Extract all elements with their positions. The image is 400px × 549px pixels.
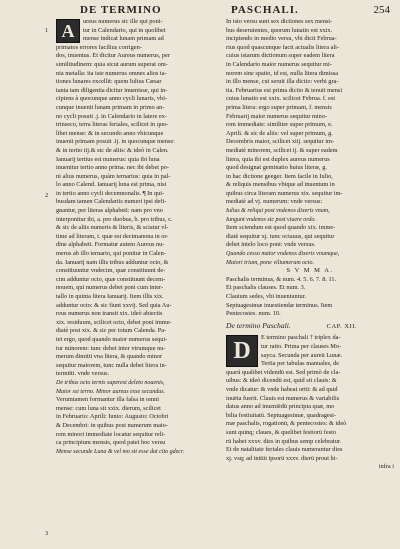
text-line: Item sciendum est quod quando xix. imme- bbox=[226, 224, 336, 232]
text-line: nouem, qui numerus debet poni cum inter- bbox=[56, 284, 164, 292]
margin-number-2: 2 bbox=[45, 192, 49, 199]
text-line: diatè sequitur xj. tunc octauus, qui sequitur bbox=[226, 232, 335, 240]
text-line: inuenit primam posuit .ij. in quocunque mense: bbox=[56, 138, 175, 146]
text-line: primatos errores facilius corrigen- bbox=[56, 43, 142, 51]
text-line: dos, inuentus. Et dicitur Aureus numerus, per bbox=[56, 52, 170, 60]
text-line: tur ratio. Prima per clauses Mo- bbox=[261, 342, 342, 350]
text-line: tur in Calendario, qui in quolibet bbox=[83, 26, 166, 34]
right-verse-1 bbox=[226, 207, 394, 224]
text-line: no cycli posuit .j. in Calendario in latere ex- bbox=[56, 112, 167, 120]
text-line: Aprili. & sic de aliis: vel super primum, g. bbox=[226, 129, 333, 137]
text-line: rem immediate: similiter super primum, e. bbox=[226, 121, 333, 129]
text-line: cuius lunatio est xxix. scilicet Februa. f. est bbox=[226, 95, 336, 103]
text-line: inuenitur tertio anno prima. nec ibi debet po- bbox=[56, 164, 169, 172]
text-line: in Calendario maior numerus sequitur mi- bbox=[226, 60, 332, 68]
text-line: sayca. Secunda per aureū Lunæ. bbox=[261, 351, 343, 359]
chapter-heading bbox=[226, 322, 394, 332]
text-line: Paschalis terminus, & num. 4. 5. 6. 7. 8. 11. bbox=[226, 275, 337, 283]
text-line: lo anno Calend. Ianuarij luna est prima, nisi bbox=[56, 181, 167, 189]
text-line: mæ paschalis, rogationū, & pentecostes: & ideò bbox=[226, 420, 347, 428]
text-line: dine alphabeti. Formatur autem Aureus nu- bbox=[56, 241, 165, 249]
text-line: norem sine spatio, id est, nulla litera dimissa bbox=[226, 69, 339, 77]
text-line: Ianuarij tertius est numerus: quia ibi luna bbox=[56, 155, 160, 163]
left-verse-1 bbox=[56, 379, 228, 396]
text-line: in hac dictione geeger. Item facile in Iulio, bbox=[226, 172, 333, 180]
text-line: cim adduntur octo, quæ constituunt decem- bbox=[56, 275, 166, 283]
text-line: Verumtamen formantur illa falsa in omni bbox=[56, 396, 159, 404]
page-number: 254 bbox=[373, 4, 390, 16]
text-line: xix. residuum, scilicet octo, debet poni imme- bbox=[56, 318, 172, 326]
chapter-number: CAP. XII. bbox=[326, 322, 357, 330]
text-line: ureus numerus sic ille qui poni- bbox=[83, 18, 163, 25]
text-line: Iungunt vndenos sic post viuere ordo. bbox=[226, 216, 316, 223]
text-line: mediatè minorem, scilicet ij. & super eadem bbox=[226, 146, 338, 154]
drop-cap-d: D bbox=[226, 335, 258, 367]
summa-list bbox=[226, 276, 394, 319]
text-line: quarú qualibet videndū est. Sed primò de cla- bbox=[226, 368, 341, 376]
text-line: Maiori trium, pone viliumerum octo. bbox=[226, 259, 314, 266]
text-line: bus deseruientes, quorum lunatio est xxix. bbox=[226, 26, 333, 34]
text-line: sunt quinq; claues, & quelibet festiorū festo bbox=[226, 428, 336, 436]
text-line: tiones lunares excellit: quem Iulius Cæsar bbox=[56, 78, 162, 86]
text-line: datus anno ad inueniēdū principia quæ, mo bbox=[226, 403, 335, 411]
text-line: Decembris maior, scilicet xiij. sequitur im- bbox=[226, 138, 334, 146]
text-line: ca principium mensis, quod patet hoc versu bbox=[56, 439, 166, 447]
left-verse-2: Mense secunde Luna & vel mo sit esse dat cito gdecr. bbox=[56, 448, 185, 455]
text-line: Clauium sedes, vbi inueniuntur. bbox=[226, 293, 306, 300]
text-line: in Februario: Aprili: Iunio: Augusto: Octobri bbox=[56, 413, 169, 421]
text-line: cuius istarum dictionum super eadem litera bbox=[226, 52, 335, 60]
text-line: & in tertio iij.& sic de aliis: & ideò in Calen. bbox=[56, 146, 169, 154]
text-line: Maior ssi terno. Minor aureus esse secundus. bbox=[56, 388, 166, 395]
text-line: time ad literam, t. quæ est decimanona in or- bbox=[56, 232, 169, 240]
text-line: nia metalla: ita iste numerus omnes alios ta- bbox=[56, 69, 167, 77]
text-line: adduntur octo: & sic fiunt xxvij. Sed quia Au- bbox=[56, 301, 172, 309]
text-line: similitudinem: quia sicut aurum superat om- bbox=[56, 60, 168, 68]
text-line: in tertio anno cycli decemnonalis. ¶ In qui- bbox=[56, 189, 165, 197]
text-line: debet intelo loco poni: vnde versus. bbox=[226, 241, 316, 249]
text-line: constituuntur vndecim, quæ constituunt de- bbox=[56, 267, 166, 275]
text-line: uibus: & ideò dicendū est, quid sit clauis: & bbox=[226, 377, 337, 385]
text-line: libet mense: & in secundo anno vbicunque bbox=[56, 129, 164, 137]
right-column-text-2 bbox=[226, 224, 394, 250]
text-line: mediatè ad vj. numerum: vnde versus: bbox=[226, 198, 323, 206]
text-line: merus ab illo ternario, qui ponitur in Calen- bbox=[56, 250, 166, 258]
margin-number-3: 3 bbox=[45, 530, 49, 537]
text-line: Et paschalis clauses. Et num. 3. bbox=[226, 284, 306, 292]
left-column-text-2 bbox=[56, 396, 228, 448]
right-column bbox=[226, 18, 394, 472]
running-header bbox=[0, 4, 400, 18]
drop-cap-a: A bbox=[56, 19, 80, 43]
text-line: diatè post xix. & sic per totum Calenda. Pa- bbox=[56, 327, 167, 335]
text-line: inuēta fuerit. Clauis est numerus & variabilis bbox=[226, 394, 340, 402]
chapter-title: De termino Paschali. bbox=[226, 320, 291, 330]
text-line: incipiendo in medio versu, vbi dicit Februa- bbox=[226, 35, 337, 43]
text-line: sequitur maiorem, tunc nulla debet litera in- bbox=[56, 361, 167, 369]
text-line: cunque inuenit lunam primam in primo an- bbox=[56, 103, 165, 111]
text-line: & sic de aliis numeris & literis, & sciatur vl- bbox=[56, 224, 169, 232]
text-line: interponitur ibi, a. pro duobus, b. pro tribus, c. bbox=[56, 215, 173, 223]
margin-number-1: 1 bbox=[45, 27, 49, 34]
header-left-title: DE TERMINO bbox=[80, 4, 162, 16]
text-line: da. Ianuarij nam illis tribus adduntur octo, & bbox=[56, 258, 169, 266]
left-column bbox=[56, 18, 228, 456]
text-line: in illo mense, cui seruit illa dictio: verbi gra- bbox=[226, 78, 339, 86]
right-column-text bbox=[226, 18, 394, 207]
text-line: tet ergo, quod quando maior numerus sequi- bbox=[56, 335, 168, 343]
text-line: & reliquis mensibus vbique ad inuentum in bbox=[226, 181, 335, 189]
text-line: tanta tam diligentia dicitur inuenisse, qui in- bbox=[56, 86, 168, 94]
text-line: litera, quia ibi est duplex aureus numerus bbox=[226, 155, 330, 163]
text-line: E termino paschali † triplex da- bbox=[261, 334, 341, 342]
text-line: xj. vsq; ad initiū ipsorū xxxv. dierū prout hi- bbox=[226, 454, 338, 462]
catchword: infra i bbox=[378, 463, 394, 471]
text-line: ni alius numerus, quàm ternarius: quia in pal- bbox=[56, 172, 171, 180]
text-line: cipiens à quocunque anno cycli lunaris, vbi- bbox=[56, 95, 168, 103]
text-line: Septuagesimæ inuestiendæ terminus. Item bbox=[226, 301, 333, 309]
text-line: quod designat geminatio huius literæ, g. bbox=[226, 164, 327, 172]
text-line: gnantur, per literas alphabeti: nam pro vno bbox=[56, 207, 163, 215]
text-line: tia. Februarius est prima dictio & tenuit mensi bbox=[226, 86, 343, 94]
text-line: bilia festiuitatū. Septuagesimæ, quadragesi- bbox=[226, 411, 336, 419]
text-line: mense: cum luna sit xxix. dierum, scilicet bbox=[56, 404, 161, 412]
text-line: Februarij maior numerus sequitur mino- bbox=[226, 112, 328, 120]
text-line: Iulius & reliqui post vndenos dixeris vnum, bbox=[226, 208, 330, 215]
text-line: trinseco, terra literas feriales, scilicet in quo- bbox=[56, 121, 169, 129]
text-line: busdam tamen Calendariis numeri ipsi defi- bbox=[56, 198, 167, 206]
text-line: & Decembri: in quibus post numerum maio- bbox=[56, 421, 168, 429]
left-column-text bbox=[56, 18, 228, 379]
text-line: In isto versu sunt sex dictiones sex mensi- bbox=[226, 18, 333, 25]
text-line: rem minori immediate locatur sequitur reli- bbox=[56, 430, 166, 438]
text-line: rius quod quascunque facit actualis litera ali- bbox=[226, 43, 339, 51]
text-line: rū habet xxxv. dies in quibus semp celebratur. bbox=[226, 437, 342, 445]
text-line: tallo in quinta litera Ianuarij. Item illis xix. bbox=[56, 293, 164, 300]
text-line: vnde dicatur: & vnde habeat ortū: & ad quid bbox=[226, 385, 338, 393]
text-line: Tertia per tabulas manuales, de bbox=[261, 360, 340, 368]
text-line: Et de natalitate feriales clauis numerantur dies bbox=[226, 446, 343, 454]
text-line: De tribus octo ternis superest deleto nouenis, bbox=[56, 379, 165, 386]
text-line: Quando cesso maior vndenos dixeris vnumque, bbox=[226, 251, 340, 258]
text-line: Pentecostes. num. 10. bbox=[226, 310, 281, 318]
summa-heading: S V M M A. bbox=[286, 267, 334, 275]
right-verse-2 bbox=[226, 250, 394, 267]
text-line: tur minorem: tunc debet inter vtrumque nu- bbox=[56, 344, 166, 352]
text-line: termitti. vnde versus. bbox=[56, 370, 110, 378]
text-line: merum dimitti vna litera, & quando minor bbox=[56, 353, 163, 361]
text-line: quibus circa literam numerus xix. sequitur im- bbox=[226, 189, 343, 197]
header-right-title: PASCHALI. bbox=[231, 4, 299, 16]
text-line: reus numerus non transit xix. ideò abiectis bbox=[56, 310, 163, 318]
text-line: mense indicat lunam primam ad bbox=[83, 35, 164, 43]
text-line: prima litera: ergo super primam, f. mensis bbox=[226, 103, 332, 111]
